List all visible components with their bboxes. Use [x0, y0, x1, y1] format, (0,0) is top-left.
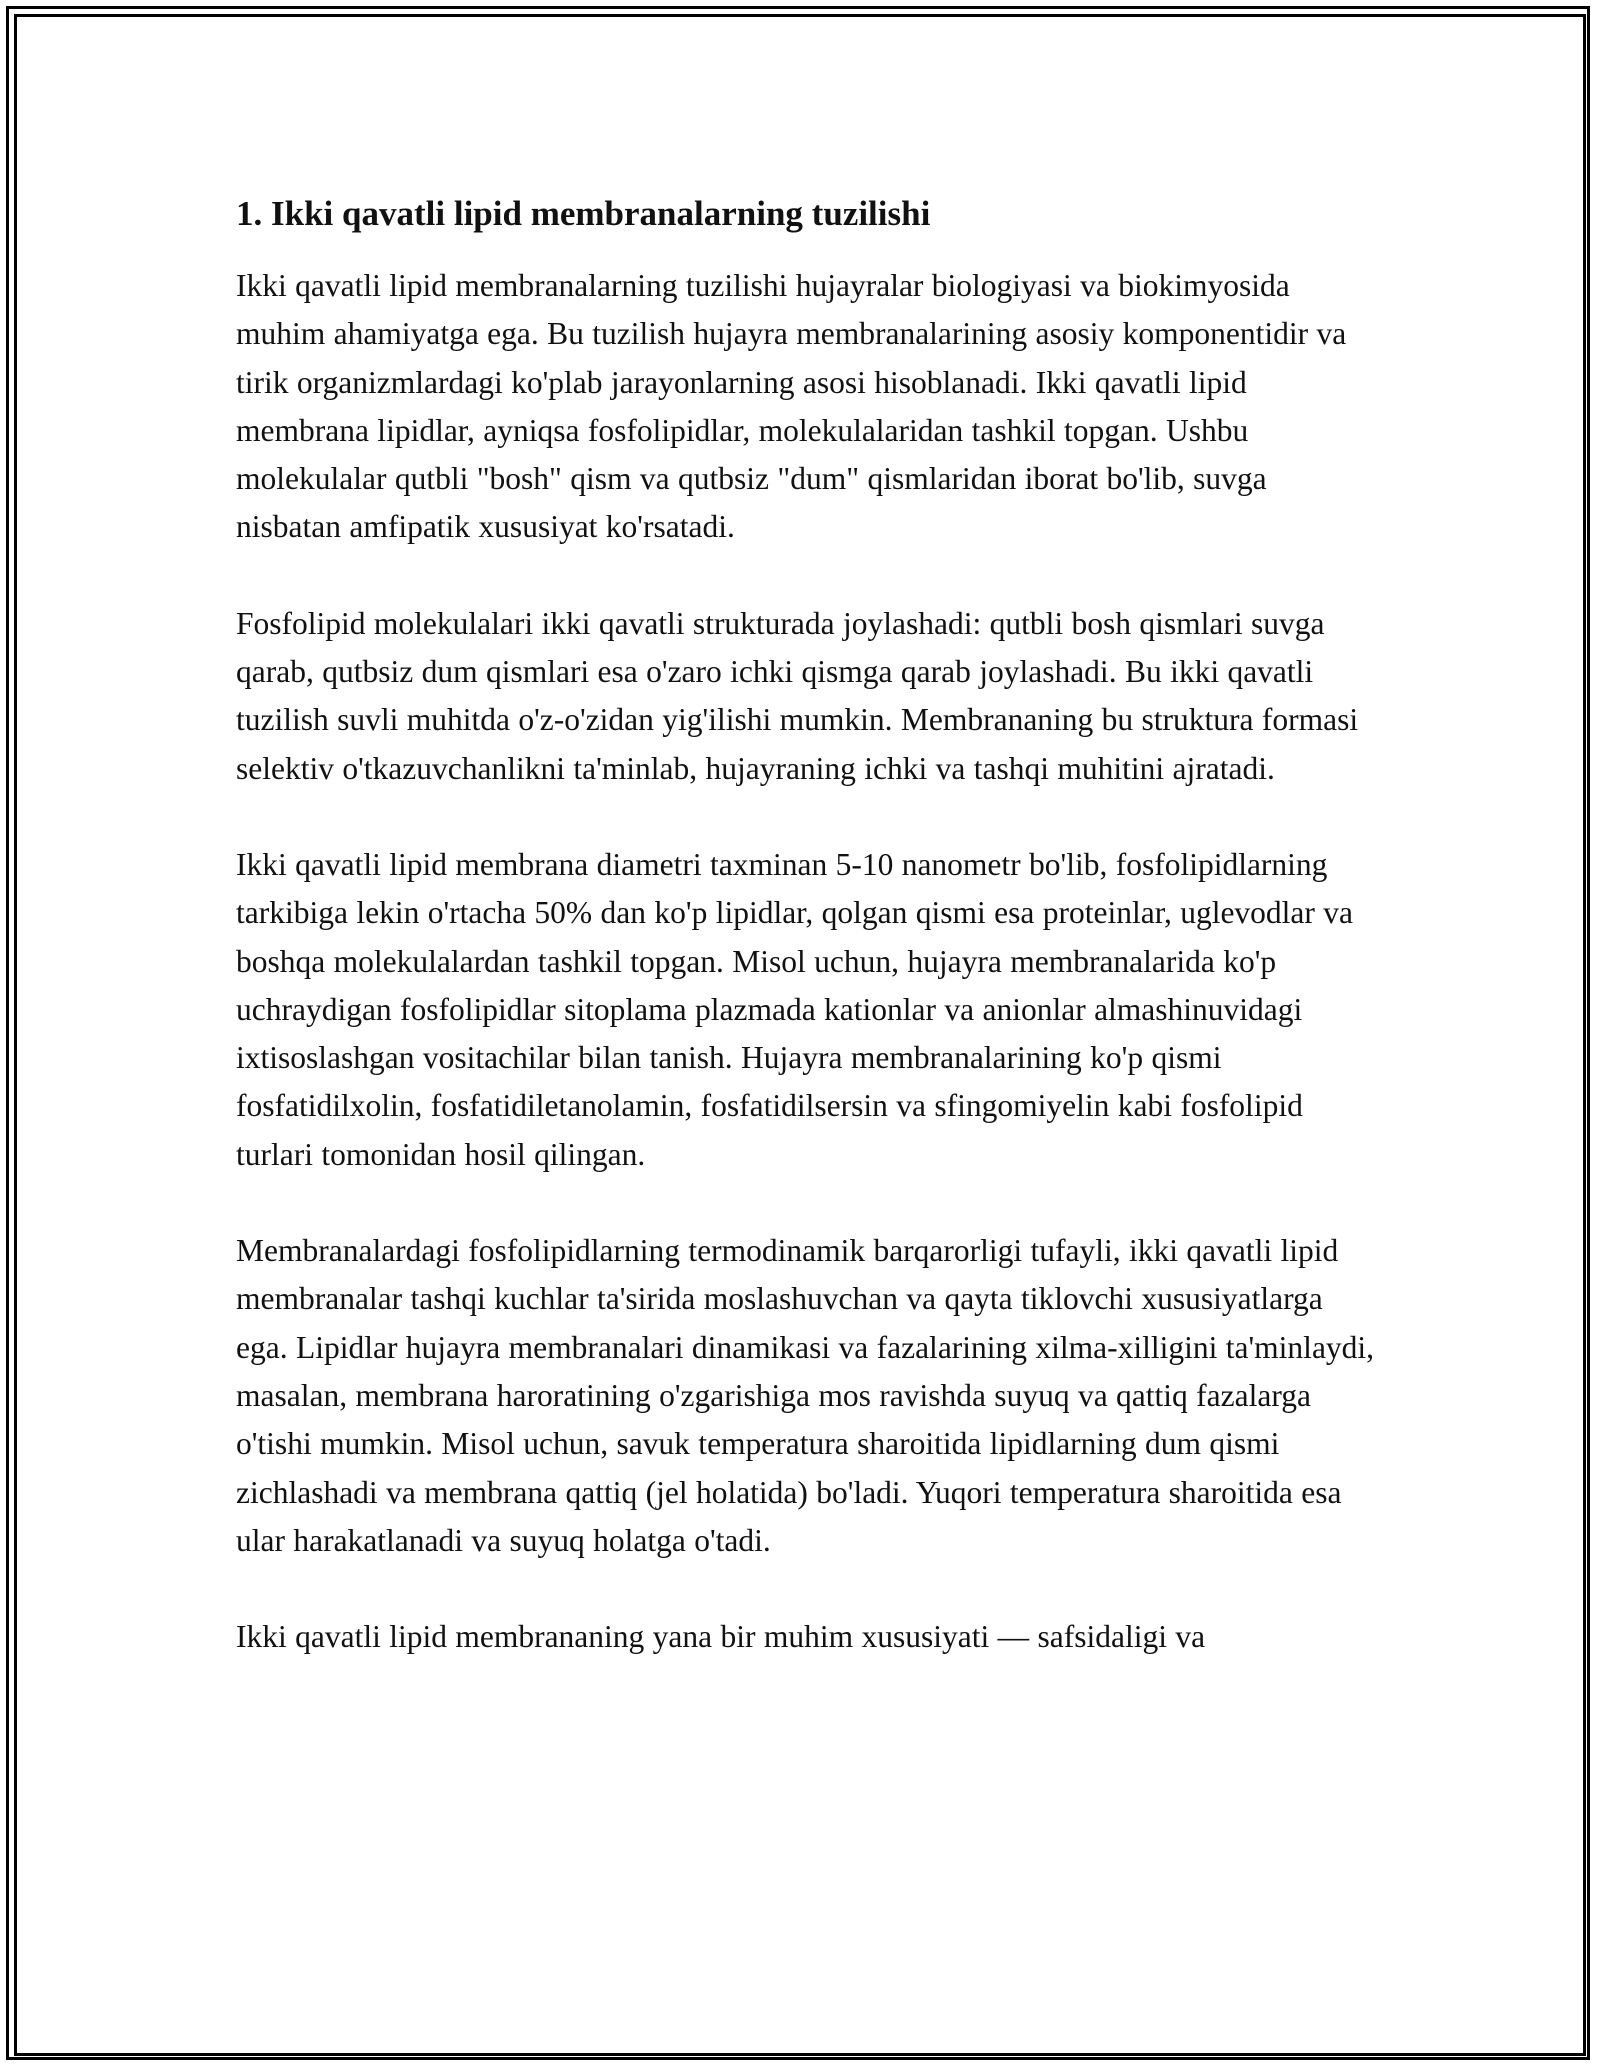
paragraph-4: Membranalardagi fosfolipidlarning termodinamik barqarorligi tufayli, ikki qavatli lipid membranalar tashqi kuchlar ta'sirida moslashuvchan va qayta tiklovchi xususiyatlarga ega. Lipidlar hujayra membranalari dinamikasi va fazalarining xilma-xilligini ta'minlaydi, masalan, membrana haroratining o'zgarishiga mos ravishda suyuq va qattiq fazalarga o'tishi mumkin. Misol uchun, savuk temperatura sharoitida lipidlarning dum qismi zichlashadi va membrana qattiq (jel holatida) bo'ladi. Yuqori temperatura sharoitida esa ular harakatlanadi va suyuq holatga o'tadi. — [236, 1233, 1375, 1558]
document-body — [236, 188, 1378, 1709]
section-heading: 1. Ikki qavatli lipid membranalarning tuzilishi — [236, 194, 931, 233]
paragraph-3: Ikki qavatli lipid membrana diametri taxminan 5-10 nanometr bo'lib, fosfolipidlarning tarkibiga lekin o'rtacha 50% dan ko'p lipidlar, qolgan qismi esa proteinlar, uglevodlar va boshqa molekulalardan tashkil topgan. Misol uchun, hujayra membranalarida ko'p uchraydigan fosfolipidlar sitoplama plazmada kationlar va anionlar almashinuvidagi ixtisoslashgan vositachilar bilan tanish. Hujayra membranalarining ko'p qismi fosfatidilxolin, fosfatidiletanolamin, fosfatidilsersin va sfingomiyelin kabi fosfolipid turlari tomonidan hosil qilingan. — [236, 846, 1354, 1172]
paragraph-2: Fosfolipid molekulalari ikki qavatli strukturada joylashadi: qutbli bosh qismlari suvga qarab, qutbsiz dum qismlari esa o'zaro ichki qismga qarab joylashadi. Bu ikki qavatli tuzilish suvli muhitda o'z-o'zidan yig'ilishi mumkin. Membrananing bu struktura formasi selektiv o'tkazuvchanlikni ta'minlab, hujayraning ichki va tashqi muhitini ajratadi. — [236, 605, 1359, 786]
paragraph-1: Ikki qavatli lipid membranalarning tuzilishi hujayralar biologiyasi va biokimyosida muhim ahamiyatga ega. Bu tuzilish hujayra membranalarining asosiy komponentidir va tirik organizmlardagi ko'plab jarayonlarning asosi hisoblanadi. Ikki qavatli lipid membrana lipidlar, ayniqsa fosfolipidlar, molekulalaridan tashkil topgan. Ushbu molekulalar qutbli "bosh" qism va qutbsiz "dum" qismlaridan iborat bo'lib, suvga nisbatan amfipatik xususiyat ko'rsatadi. — [236, 268, 1347, 545]
paragraph-5: Ikki qavatli lipid membrananing yana bir muhim xususiyati — safsidaligi va — [236, 1619, 1206, 1655]
